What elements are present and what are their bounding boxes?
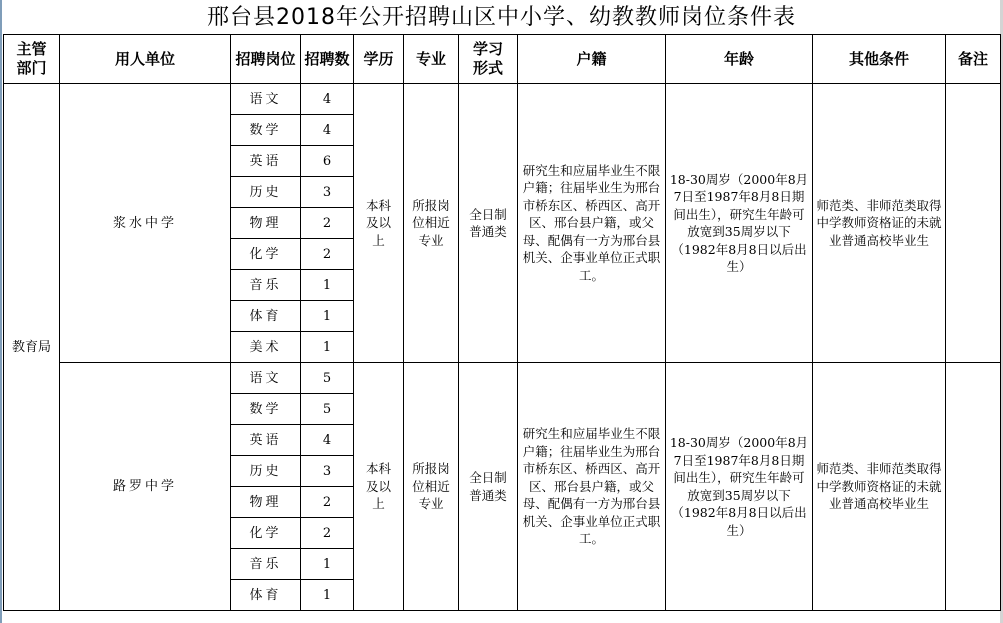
post-cell: 英语 <box>231 146 301 177</box>
post-cell: 语文 <box>231 84 301 115</box>
hukou-cell: 研究生和应届毕业生不限户籍；往届毕业生为邢台市桥东区、桥西区、高开区、邢台县户籍，或父母、配偶有一方为邢台县机关、企事业单位正式职工。 <box>518 84 666 363</box>
post-cell: 语文 <box>231 363 301 394</box>
count-cell: 4 <box>301 115 354 146</box>
post-cell: 数学 <box>231 394 301 425</box>
count-cell: 1 <box>301 580 354 611</box>
header-row <box>4 35 1001 84</box>
count-cell: 1 <box>301 301 354 332</box>
count-cell: 1 <box>301 270 354 301</box>
count-cell: 6 <box>301 146 354 177</box>
dept-cell: 教育局 <box>4 84 60 611</box>
post-cell: 音乐 <box>231 549 301 580</box>
post-cell: 物理 <box>231 208 301 239</box>
age-cell: 18-30周岁（2000年8月7日至1987年8月8日期间出生），研究生年龄可放宽到35周岁以下（1982年8月8日以后出生） <box>666 363 813 611</box>
table-row <box>4 363 1001 394</box>
study-mode-cell: 全日制普通类 <box>459 84 518 363</box>
count-cell: 3 <box>301 456 354 487</box>
count-cell: 3 <box>301 177 354 208</box>
count-cell: 2 <box>301 239 354 270</box>
header-dept: 主管部门 <box>4 35 60 84</box>
table-body <box>4 84 1001 611</box>
window-left-edge <box>0 0 2 623</box>
education-cell: 本科及以上 <box>354 363 404 611</box>
recruitment-table <box>3 34 1001 611</box>
count-cell: 5 <box>301 394 354 425</box>
header-education: 学历 <box>354 35 404 84</box>
header-other: 其他条件 <box>813 35 946 84</box>
post-cell: 英语 <box>231 425 301 456</box>
post-cell: 体育 <box>231 301 301 332</box>
post-cell: 物理 <box>231 487 301 518</box>
header-hukou: 户籍 <box>518 35 666 84</box>
count-cell: 5 <box>301 363 354 394</box>
post-cell: 化学 <box>231 239 301 270</box>
header-study-mode: 学习形式 <box>459 35 518 84</box>
post-cell: 历史 <box>231 177 301 208</box>
study-mode-cell: 全日制普通类 <box>459 363 518 611</box>
other-conditions-cell: 师范类、非师范类取得中学教师资格证的未就业普通高校毕业生 <box>813 84 946 363</box>
count-cell: 4 <box>301 84 354 115</box>
post-cell: 体育 <box>231 580 301 611</box>
count-cell: 1 <box>301 549 354 580</box>
post-cell: 化学 <box>231 518 301 549</box>
remark-cell <box>946 84 1001 363</box>
header-age: 年龄 <box>666 35 813 84</box>
other-conditions-cell: 师范类、非师范类取得中学教师资格证的未就业普通高校毕业生 <box>813 363 946 611</box>
post-cell: 美术 <box>231 332 301 363</box>
table-row <box>4 84 1001 115</box>
age-cell: 18-30周岁（2000年8月7日至1987年8月8日期间出生），研究生年龄可放宽到35周岁以下（1982年8月8日以后出生） <box>666 84 813 363</box>
major-cell: 所报岗位相近专业 <box>404 84 459 363</box>
header-major: 专业 <box>404 35 459 84</box>
count-cell: 2 <box>301 487 354 518</box>
remark-cell <box>946 363 1001 611</box>
hukou-cell: 研究生和应届毕业生不限户籍；往届毕业生为邢台市桥东区、桥西区、高开区、邢台县户籍，或父母、配偶有一方为邢台县机关、企事业单位正式职工。 <box>518 363 666 611</box>
count-cell: 2 <box>301 208 354 239</box>
header-remark: 备注 <box>946 35 1001 84</box>
unit-cell: 浆水中学 <box>60 84 231 363</box>
post-cell: 音乐 <box>231 270 301 301</box>
post-cell: 历史 <box>231 456 301 487</box>
count-cell: 1 <box>301 332 354 363</box>
major-cell: 所报岗位相近专业 <box>404 363 459 611</box>
page-title: 邢台县2018年公开招聘山区中小学、幼教教师岗位条件表 <box>207 5 796 30</box>
post-cell: 数学 <box>231 115 301 146</box>
count-cell: 2 <box>301 518 354 549</box>
header-unit: 用人单位 <box>60 35 231 84</box>
header-count: 招聘数 <box>301 35 354 84</box>
header-post: 招聘岗位 <box>231 35 301 84</box>
count-cell: 4 <box>301 425 354 456</box>
education-cell: 本科及以上 <box>354 84 404 363</box>
unit-cell: 路罗中学 <box>60 363 231 611</box>
